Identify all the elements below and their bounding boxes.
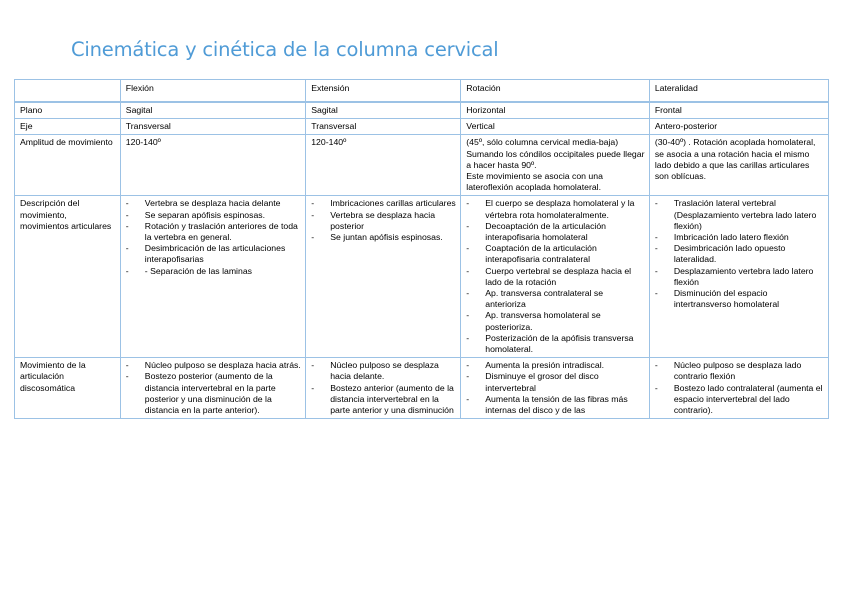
cell-plano-lateralidad: Frontal [649,102,828,119]
header-flexion: Flexión [120,80,305,103]
cell-eje-flexion: Transversal [120,119,305,135]
list-item: - Rotación y traslación anteriores de toda la vertebra en general. [126,221,302,243]
row-amplitud [15,135,829,196]
cell-amplitud-lateralidad: (30-40º) . Rotación acoplada homolateral, se asocia a una rotación hacia el mismo lado debido a que las carillas articulares son oblícuas. [649,135,828,196]
list-item: - Núcleo pulposo se desplaza hacia atrás. [126,360,302,371]
cell-eje-rotacion: Vertical [461,119,650,135]
cell-descripcion-rotacion [461,196,650,358]
descripcion-rotacion-list [466,198,646,355]
cell-discosomatica-extension [306,358,461,419]
list-item: - Aumenta la presión intradiscal. [466,360,646,371]
list-item: - Posterización de la apófisis transversa homolateral. [466,333,646,355]
header-empty [15,80,121,103]
header-rotacion: Rotación [461,80,650,103]
cell-descripcion-flexion [120,196,305,358]
discosomatica-rotacion-list [466,360,646,416]
discosomatica-flexion-list [126,360,302,416]
cell-discosomatica-flexion [120,358,305,419]
row-label-plano: Plano [15,102,121,119]
list-item: - Aumenta la tensión de las fibras más internas del disco y de las [466,394,646,416]
cell-discosomatica-lateralidad [649,358,828,419]
list-item: - Imbricación lado latero flexión [655,232,825,243]
list-item: - El cuerpo se desplaza homolateral y la vértebra rota homolateralmente. [466,198,646,220]
cell-descripcion-extension [306,196,461,358]
list-item: - Vertebra se desplaza hacia posterior [311,210,457,232]
list-item: - Cuerpo vertebral se desplaza hacia el lado de la rotación [466,266,646,288]
descripcion-flexion-list [126,198,302,276]
descripcion-extension-list [311,198,457,243]
header-extension: Extensión [306,80,461,103]
cell-plano-extension: Sagital [306,102,461,119]
list-item: - Núcleo pulposo se desplaza hacia delante. [311,360,457,382]
list-item: - Bostezo posterior (aumento de la distancia intervertebral en la parte posterior y una disminución de la distancia en la parte anterior). [126,371,302,416]
header-lateralidad: Lateralidad [649,80,828,103]
cell-amplitud-extension: 120-140º [306,135,461,196]
cell-amplitud-rotacion [461,135,650,196]
amplitud-rotacion-line: Este movimiento se asocia con una lateroflexión acoplada homolateral. [466,171,603,193]
list-item: - Bostezo anterior (aumento de la distancia intervertebral en la parte anterior y una disminución [311,383,457,417]
movement-table [14,79,829,419]
cell-discosomatica-rotacion [461,358,650,419]
list-item: - Desplazamiento vertebra lado latero flexión [655,266,825,288]
list-item: - Disminuye el grosor del disco intervertebral [466,371,646,393]
cell-plano-rotacion: Horizontal [461,102,650,119]
list-item: - - Separación de las laminas [126,266,302,277]
row-label-descripcion: Descripción del movimiento, movimientos articulares [15,196,121,358]
list-item: - Disminución del espacio intertransverso homolateral [655,288,825,310]
list-item: - Desimbricación de las articulaciones interapofisarias [126,243,302,265]
amplitud-rotacion-line: (45º, sólo columna cervical media-baja) [466,137,619,148]
list-item: - Ap. transversa homolateral se posterioriza. [466,310,646,332]
list-item: - Se juntan apófisis espinosas. [311,232,457,243]
list-item: - Imbricaciones carillas articulares [311,198,457,209]
list-item: - Desimbricación lado opuesto lateralidad. [655,243,825,265]
row-label-amplitud: Amplitud de movimiento [15,135,121,196]
row-discosomatica [15,358,829,419]
cell-descripcion-lateralidad [649,196,828,358]
row-plano [15,102,829,119]
list-item: - Coaptación de la articulación interapofisaria contralateral [466,243,646,265]
row-label-eje: Eje [15,119,121,135]
header-row [15,80,829,103]
discosomatica-extension-list [311,360,457,416]
list-item: - Núcleo pulposo se desplaza lado contrario flexión [655,360,825,382]
amplitud-rotacion-line: Sumando los cóndilos occipitales puede llegar a hacer hasta 90º. [466,148,645,170]
cell-plano-flexion: Sagital [120,102,305,119]
list-item: - Traslación lateral vertebral (Desplazamiento vertebra lado latero flexión) [655,198,825,232]
list-item: - Vertebra se desplaza hacia delante [126,198,302,209]
list-item: - Bostezo lado contralateral (aumenta el espacio intervertebral del lado contrario). [655,383,825,417]
list-item: - Se separan apófisis espinosas. [126,210,302,221]
cell-eje-extension: Transversal [306,119,461,135]
row-eje [15,119,829,135]
list-item: - Decoaptación de la articulación interapofisaria homolateral [466,221,646,243]
row-label-discosomatica: Movimiento de la articulación discosomática [15,358,121,419]
page-title: Cinemática y cinética de la columna cervical [71,38,499,61]
descripcion-lateralidad-list [655,198,825,310]
cell-amplitud-flexion: 120-140º [120,135,305,196]
discosomatica-lateralidad-list [655,360,825,416]
cell-eje-lateralidad: Antero-posterior [649,119,828,135]
list-item: - Ap. transversa contralateral se anterioriza [466,288,646,310]
row-descripcion [15,196,829,358]
